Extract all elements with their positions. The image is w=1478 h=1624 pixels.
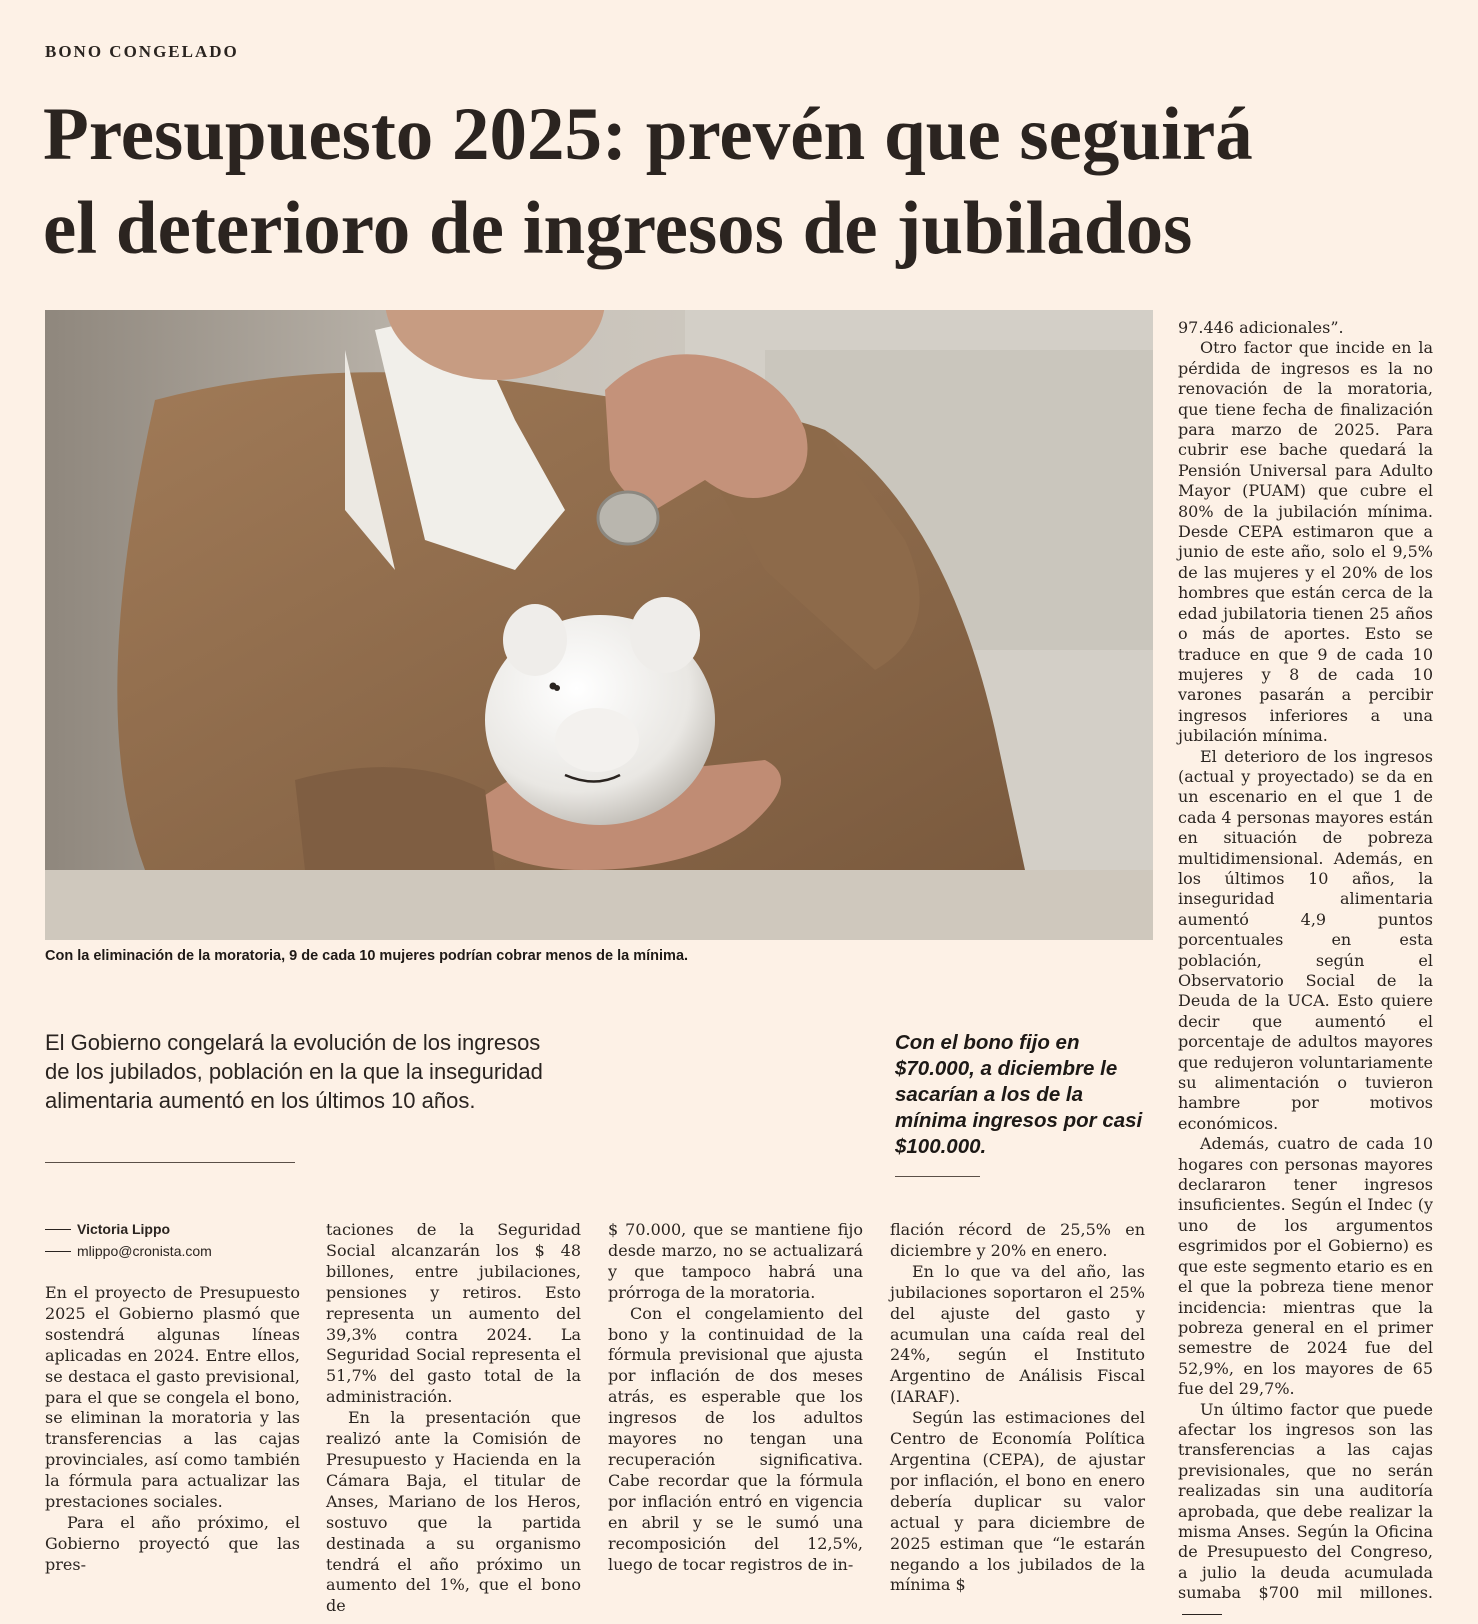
- article-column-4: [890, 1220, 1145, 1596]
- paragraph: $ 70.000, que se mantiene fijo desde marzo, no se actualizará y que tampoco habrá una prórroga de la moratoria.: [608, 1220, 863, 1302]
- paragraph: 97.446 adicionales”.: [1178, 318, 1344, 337]
- byline-dash: [45, 1229, 71, 1230]
- headline-line-2: el deterioro de ingresos de jubilados: [43, 187, 1193, 270]
- paragraph: taciones de la Seguridad Social alcanzarán los $ 48 billones, entre jubilaciones, pensiones y retiros. Esto representa un aumento del 39,3% contra 2024. La Seguridad Social representa el 51,7% del gasto total de la administración.: [326, 1220, 581, 1407]
- paragraph: Para el año próximo, el Gobierno proyectó que las pres-: [45, 1512, 300, 1574]
- paragraph: En lo que va del año, las jubilaciones soportaron el 25% del ajuste del gasto y acumulan una caída real del 24%, según el Instituto Argentino de Análisis Fiscal (IARAF).: [890, 1261, 1145, 1407]
- article-column-3: [608, 1220, 863, 1575]
- article-end-mark: [1182, 1614, 1222, 1615]
- article-column-5: [1178, 318, 1433, 1624]
- article-photo: [45, 310, 1153, 940]
- byline: [45, 1218, 305, 1262]
- article-column-2: [326, 1220, 581, 1617]
- paragraph: Con el congelamiento del bono y la continuidad de la fórmula previsional que ajusta por inflación de dos meses atrás, es esperable que los ingresos de los adultos mayores no tengan una recuperación significativa. Cabe recordar que la fórmula por inflación entró en vigencia en abril y se le sumó una recomposición del 12,5%, luego de tocar registros de in-: [608, 1303, 863, 1574]
- headline: [43, 88, 1443, 276]
- paragraph-final-text: Un último factor que puede afectar los ingresos son las transferencias a las cajas previsionales, que no serán realizadas sin una auditoría aprobada, que debe realizar la misma Anses. Según la Oficina de Presupuesto del Congreso, a julio la deuda acumulada sumaba $700 mil millones.: [1178, 1399, 1433, 1603]
- paragraph: Además, cuatro de cada 10 hogares con personas mayores declararon tener ingresos insuficientes. Según el Indec (y uno de los argumentos esgrimidos por el Gobierno) es que este segmento etario es en el que la pobreza tiene menor incidencia: mientras que la pobreza general en el primer semestre de 2024 fue del 52,9%, en los mayores de 65 fue del 29,7%.: [1178, 1134, 1433, 1399]
- paragraph: Otro factor que incide en la pérdida de ingresos es la no renovación de la moratoria, que tiene fecha de finalización para marzo de 2025. Para cubrir ese bache quedará la Pensión Universal para Adulto Mayor (PUAM) que cubre el 80% de la jubilación mínima. Desde CEPA estimaron que a junio de este año, solo el 9,5% de las mujeres y el 20% de los hombres que están cerca de la edad jubilatoria tienen 25 años o más de aportes. Esto se traduce en que 9 de cada 10 mujeres y 8 de cada 10 varones pasarán a percibir ingresos inferiores a una jubilación mínima.: [1178, 338, 1433, 746]
- pull-quote: Con el bono fijo en $70.000, a diciembre le sacarían a los de la mínima ingresos por casi $100.000.: [895, 1031, 1143, 1158]
- byline-dash: [45, 1251, 71, 1252]
- paragraph: El deterioro de los ingresos (actual y proyectado) se da en un escenario en el que 1 de cada 4 personas mayores están en situación de pobreza multidimensional. Además, en los últimos 10 años, la inseguridad alimentaria aumentó 4,9 puntos porcentuales en esta población, según el Observatorio Social de la Deuda de la UCA. Esto quiere decir que aumentó el porcentaje de adultos mayores que redujeron voluntariamente su alimentación o tuvieron hambre por motivos económicos.: [1178, 746, 1433, 1133]
- author-name: Victoria Lippo: [77, 1221, 171, 1237]
- pull-quote-divider: [895, 1176, 980, 1177]
- paragraph: Según las estimaciones del Centro de Economía Política Argentina (CEPA), de ajustar por inflación, el bono en enero debería duplicar su valor actual y para diciembre de 2025 estiman que “le estarán negando a los jubilados de la mínima $: [890, 1408, 1145, 1595]
- paragraph: En el proyecto de Presupuesto 2025 el Gobierno plasmó que sostendrá algunas líneas aplicadas en 2024. Entre ellos, se destaca el gasto previsional, para el que se congela el bono, se eliminan la moratoria y las transferencias a las cajas provinciales, así como también la fórmula para actualizar las prestaciones sociales.: [45, 1283, 300, 1512]
- lead-divider: [45, 1162, 295, 1163]
- author-email[interactable]: mlippo@cronista.com: [77, 1243, 212, 1259]
- section-kicker: BONO CONGELADO: [45, 42, 239, 61]
- paragraph-final: [1178, 1400, 1433, 1624]
- headline-line-1: Presupuesto 2025: prevén que seguirá: [43, 93, 1253, 176]
- paragraph: En la presentación que realizó ante la Comisión de Presupuesto y Hacienda en la Cámara Baja, el titular de Anses, Mariano de los Heros, sostuvo que la partida destinada a su organismo tendrá el año próximo un aumento del 1%, que el bono de: [326, 1408, 581, 1616]
- paragraph: flación récord de 25,5% en diciembre y 20% en enero.: [890, 1220, 1145, 1260]
- piggy-bank-photo-illustration: [45, 310, 1153, 940]
- lead-paragraph: El Gobierno congelará la evolución de los ingresos de los jubilados, población en la que la inseguridad alimentaria aumentó en los últimos 10 años.: [45, 1030, 543, 1113]
- photo-caption: Con la eliminación de la moratoria, 9 de cada 10 mujeres podrían cobrar menos de la mínima.: [45, 948, 689, 964]
- article-column-1: [45, 1283, 300, 1576]
